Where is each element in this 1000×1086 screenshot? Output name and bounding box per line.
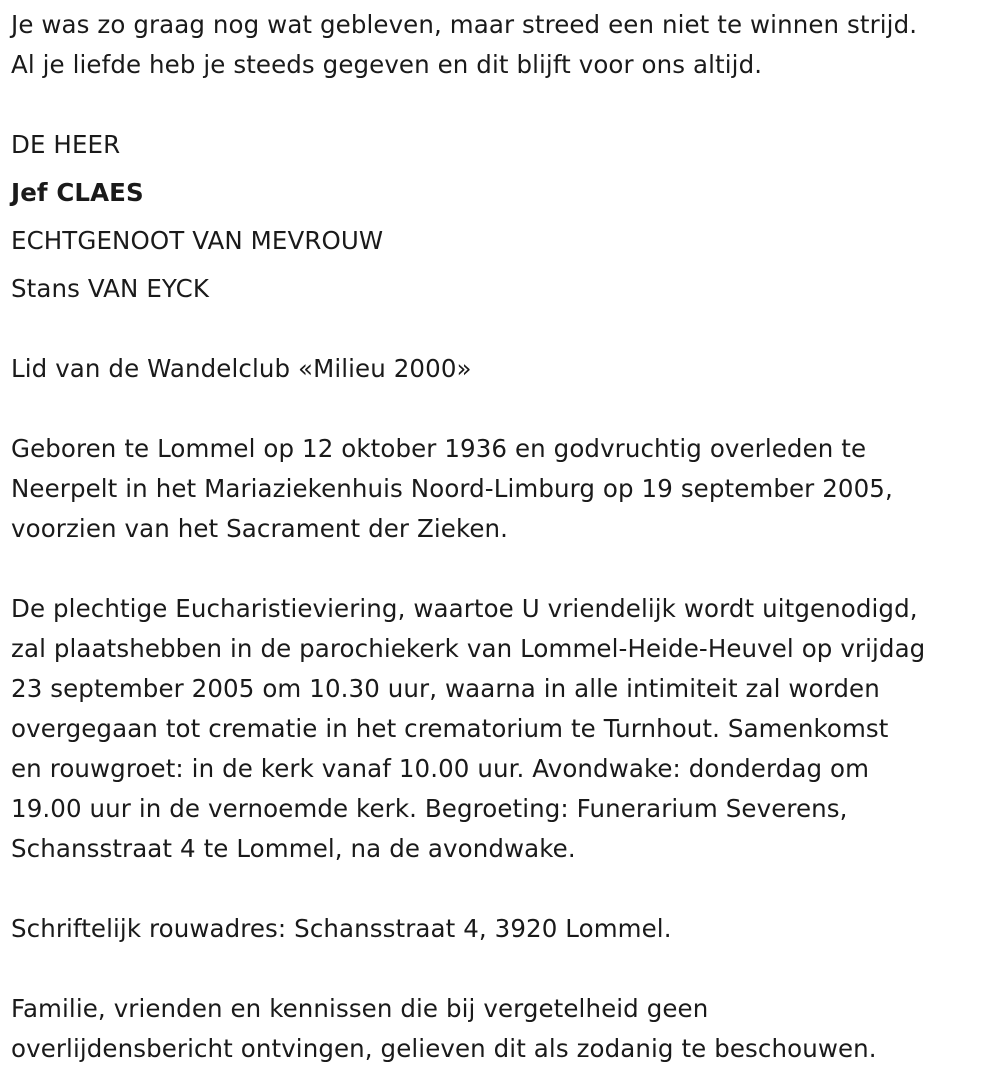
spacer: [11, 85, 996, 125]
ceremony-line-3: 23 september 2005 om 10.30 uur, waarna in alle intimiteit zal worden: [11, 674, 880, 703]
birth-death-line-1: Geboren te Lommel op 12 oktober 1936 en godvruchtig overleden te: [11, 434, 867, 463]
birth-death-paragraph: [11, 429, 996, 549]
deceased-block: [11, 121, 996, 313]
membership-paragraph: [11, 349, 996, 389]
spouse-name: Stans VAN EYCK: [11, 274, 209, 303]
ceremony-line-5: en rouwgroet: in de kerk vanaf 10.00 uur. Avondwake: donderdag om: [11, 754, 870, 783]
verse-line-2: Al je liefde heb je steeds gegeven en dit blijft voor ons altijd.: [11, 50, 763, 79]
birth-death-line-2: Neerpelt in het Mariaziekenhuis Noord-Limburg op 19 september 2005,: [11, 474, 893, 503]
verse-line-1: Je was zo graag nog wat gebleven, maar streed een niet te winnen strijd.: [11, 10, 918, 39]
spacer: [11, 949, 996, 989]
ceremony-line-7: Schansstraat 4 te Lommel, na de avondwake.: [11, 834, 576, 863]
spacer: [11, 389, 996, 429]
ceremony-paragraph: [11, 589, 996, 869]
spacer: [11, 309, 996, 349]
deceased-name: Jef CLAES: [11, 178, 144, 207]
closing-paragraph: [11, 989, 996, 1069]
address-line: Schriftelijk rouwadres: Schansstraat 4, 3920 Lommel.: [11, 914, 672, 943]
closing-line-2: overlijdensbericht ontvingen, gelieven dit als zodanig te beschouwen.: [11, 1034, 877, 1063]
deceased-title: DE HEER: [11, 130, 121, 159]
deceased-relation: ECHTGENOOT VAN MEVROUW: [11, 226, 384, 255]
membership-line: Lid van de Wandelclub «Milieu 2000»: [11, 354, 472, 383]
ceremony-line-4: overgegaan tot crematie in het crematorium te Turnhout. Samenkomst: [11, 714, 889, 743]
obituary-document: [11, 5, 996, 1069]
ceremony-line-6: 19.00 uur in de vernoemde kerk. Begroeting: Funerarium Severens,: [11, 794, 848, 823]
spacer: [11, 549, 996, 589]
verse-paragraph: [11, 5, 996, 85]
ceremony-line-1: De plechtige Eucharistieviering, waartoe U vriendelijk wordt uitgenodigd,: [11, 594, 918, 623]
address-paragraph: [11, 909, 996, 949]
ceremony-line-2: zal plaatshebben in de parochiekerk van Lommel-Heide-Heuvel op vrijdag: [11, 634, 926, 663]
birth-death-line-3: voorzien van het Sacrament der Zieken.: [11, 514, 509, 543]
spacer: [11, 869, 996, 909]
closing-line-1: Familie, vrienden en kennissen die bij vergetelheid geen: [11, 994, 709, 1023]
